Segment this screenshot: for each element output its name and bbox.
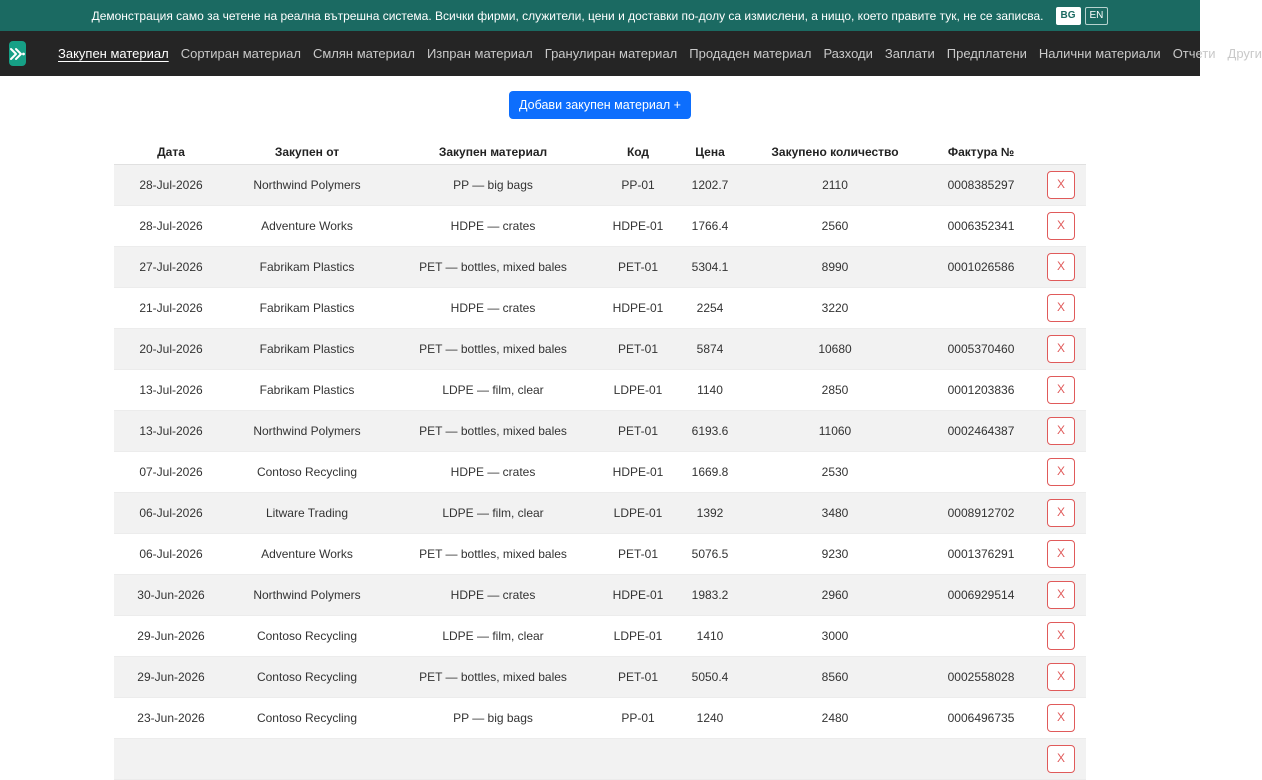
cell-price: 1240 <box>676 698 744 739</box>
delete-row-button[interactable]: X <box>1047 581 1075 609</box>
cell-material: LDPE — film, clear <box>386 370 600 411</box>
delete-row-button[interactable]: X <box>1047 745 1075 773</box>
cell-quantity: 2960 <box>744 575 926 616</box>
cell-price: 5874 <box>676 329 744 370</box>
cell-purchased-from: Northwind Polymers <box>228 575 386 616</box>
header-actions <box>1036 134 1086 165</box>
delete-row-button[interactable]: X <box>1047 458 1075 486</box>
language-bg-button[interactable]: BG <box>1056 7 1081 25</box>
table-row[interactable] <box>114 493 1086 534</box>
cell-date: 30-Jun-2026 <box>114 575 228 616</box>
cell-material: HDPE — crates <box>386 288 600 329</box>
cell-code: PET-01 <box>600 329 676 370</box>
delete-row-button[interactable]: X <box>1047 294 1075 322</box>
delete-row-button[interactable]: X <box>1047 171 1075 199</box>
cell-invoice: 0006929514 <box>926 575 1036 616</box>
cell-price: 6193.6 <box>676 411 744 452</box>
cell-price: 2254 <box>676 288 744 329</box>
cell-material: HDPE — crates <box>386 206 600 247</box>
cell-material: PET — bottles, mixed bales <box>386 534 600 575</box>
table-header-row <box>114 134 1086 165</box>
cell-purchased-from: Fabrikam Plastics <box>228 288 386 329</box>
delete-row-button[interactable]: X <box>1047 376 1075 404</box>
table-row[interactable] <box>114 247 1086 288</box>
cell-price: 1669.8 <box>676 452 744 493</box>
cell-invoice: 0001203836 <box>926 370 1036 411</box>
cell-actions <box>1036 206 1086 247</box>
cell-code: HDPE-01 <box>600 288 676 329</box>
demo-banner <box>0 0 1200 31</box>
cell-actions <box>1036 370 1086 411</box>
header-quantity[interactable]: Закупено количество <box>744 134 926 165</box>
delete-row-button[interactable]: X <box>1047 212 1075 240</box>
cell-code: PET-01 <box>600 657 676 698</box>
cell-quantity <box>744 739 926 780</box>
table-row[interactable] <box>114 698 1086 739</box>
cell-purchased-from: Fabrikam Plastics <box>228 370 386 411</box>
cell-invoice: 0006352341 <box>926 206 1036 247</box>
main-navbar <box>0 31 1262 76</box>
cell-price: 1766.4 <box>676 206 744 247</box>
table-row[interactable] <box>114 370 1086 411</box>
cell-quantity: 11060 <box>744 411 926 452</box>
cell-code: LDPE-01 <box>600 370 676 411</box>
header-date[interactable]: Дата <box>114 134 228 165</box>
nav-item[interactable]: Отчети <box>1172 46 1216 61</box>
cell-material: LDPE — film, clear <box>386 493 600 534</box>
cell-date: 28-Jul-2026 <box>114 165 228 206</box>
cell-actions <box>1036 452 1086 493</box>
nav-item[interactable]: Закупен материал <box>58 46 169 61</box>
cell-actions <box>1036 329 1086 370</box>
nav-item[interactable]: Разходи <box>823 46 873 61</box>
cell-material: PET — bottles, mixed bales <box>386 657 600 698</box>
cell-date: 29-Jun-2026 <box>114 657 228 698</box>
nav-item[interactable]: Сортиран материал <box>180 46 301 61</box>
cell-invoice: 0008912702 <box>926 493 1036 534</box>
cell-purchased-from: Contoso Recycling <box>228 657 386 698</box>
cell-actions <box>1036 288 1086 329</box>
table-row[interactable] <box>114 575 1086 616</box>
cell-quantity: 3480 <box>744 493 926 534</box>
cell-invoice <box>926 616 1036 657</box>
cell-code: HDPE-01 <box>600 575 676 616</box>
cell-price: 1392 <box>676 493 744 534</box>
cell-quantity: 2850 <box>744 370 926 411</box>
cell-purchased-from: Contoso Recycling <box>228 698 386 739</box>
cell-purchased-from <box>228 739 386 780</box>
cell-actions <box>1036 247 1086 288</box>
cell-invoice: 0008385297 <box>926 165 1036 206</box>
cell-purchased-from: Adventure Works <box>228 206 386 247</box>
cell-code: LDPE-01 <box>600 493 676 534</box>
table-row[interactable] <box>114 452 1086 493</box>
cell-invoice <box>926 288 1036 329</box>
cell-purchased-from: Litware Trading <box>228 493 386 534</box>
cell-code: PP-01 <box>600 698 676 739</box>
cell-quantity: 9230 <box>744 534 926 575</box>
nav-item[interactable]: Предплатени <box>946 46 1027 61</box>
nav-item[interactable]: Продаден материал <box>689 46 812 61</box>
header-code[interactable]: Код <box>600 134 676 165</box>
cell-purchased-from: Northwind Polymers <box>228 165 386 206</box>
add-purchased-material-button[interactable]: Добави закупен материал + <box>509 91 691 119</box>
cell-code: PP-01 <box>600 165 676 206</box>
cell-actions <box>1036 534 1086 575</box>
cell-actions <box>1036 165 1086 206</box>
header-price[interactable]: Цена <box>676 134 744 165</box>
delete-row-button[interactable]: X <box>1047 499 1075 527</box>
header-invoice[interactable]: Фактура № <box>926 134 1036 165</box>
cell-date: 06-Jul-2026 <box>114 534 228 575</box>
header-purchased-from[interactable]: Закупен от <box>228 134 386 165</box>
logo-chevrons-right-icon[interactable] <box>9 41 26 66</box>
cell-invoice <box>926 452 1036 493</box>
cell-purchased-from: Fabrikam Plastics <box>228 247 386 288</box>
cell-price: 5050.4 <box>676 657 744 698</box>
cell-invoice: 0005370460 <box>926 329 1036 370</box>
cell-actions <box>1036 616 1086 657</box>
cell-quantity: 3000 <box>744 616 926 657</box>
language-switcher <box>1056 7 1109 25</box>
cell-material: LDPE — film, clear <box>386 616 600 657</box>
cell-quantity: 2110 <box>744 165 926 206</box>
purchased-material-table <box>114 134 1086 780</box>
cell-actions <box>1036 493 1086 534</box>
cell-material: HDPE — crates <box>386 575 600 616</box>
cell-material: HDPE — crates <box>386 452 600 493</box>
cell-date: 27-Jul-2026 <box>114 247 228 288</box>
cell-purchased-from: Northwind Polymers <box>228 411 386 452</box>
cell-invoice: 0006496735 <box>926 698 1036 739</box>
table-row[interactable] <box>114 288 1086 329</box>
cell-purchased-from: Fabrikam Plastics <box>228 329 386 370</box>
delete-row-button[interactable]: X <box>1047 540 1075 568</box>
header-material[interactable]: Закупен материал <box>386 134 600 165</box>
delete-row-button[interactable]: X <box>1047 704 1075 732</box>
cell-date: 29-Jun-2026 <box>114 616 228 657</box>
cell-invoice <box>926 739 1036 780</box>
cell-price: 1410 <box>676 616 744 657</box>
cell-invoice: 0002558028 <box>926 657 1036 698</box>
cell-quantity: 2530 <box>744 452 926 493</box>
cell-material <box>386 739 600 780</box>
table-row[interactable] <box>114 657 1086 698</box>
nav-item[interactable]: Налични материали <box>1038 46 1161 61</box>
cell-invoice: 0001376291 <box>926 534 1036 575</box>
cell-code: PET-01 <box>600 534 676 575</box>
delete-row-button[interactable]: X <box>1047 253 1075 281</box>
cell-date: 13-Jul-2026 <box>114 370 228 411</box>
table-row[interactable] <box>114 616 1086 657</box>
delete-row-button[interactable]: X <box>1047 417 1075 445</box>
cell-date: 06-Jul-2026 <box>114 493 228 534</box>
cell-material: PP — big bags <box>386 698 600 739</box>
nav-item[interactable]: Гранулиран материал <box>544 46 678 61</box>
cell-code: PET-01 <box>600 247 676 288</box>
delete-row-button[interactable]: X <box>1047 335 1075 363</box>
delete-row-button[interactable]: X <box>1047 663 1075 691</box>
table-row[interactable] <box>114 329 1086 370</box>
cell-actions <box>1036 411 1086 452</box>
nav-item[interactable]: Изпран материал <box>426 46 533 61</box>
cell-price: 1983.2 <box>676 575 744 616</box>
nav-menu <box>58 46 1262 61</box>
cell-quantity: 3220 <box>744 288 926 329</box>
cell-quantity: 2560 <box>744 206 926 247</box>
nav-item[interactable]: Смлян материал <box>312 46 415 61</box>
cell-quantity: 10680 <box>744 329 926 370</box>
cell-quantity: 2480 <box>744 698 926 739</box>
cell-purchased-from: Contoso Recycling <box>228 616 386 657</box>
cell-material: PET — bottles, mixed bales <box>386 411 600 452</box>
cell-price: 5304.1 <box>676 247 744 288</box>
cell-price: 5076.5 <box>676 534 744 575</box>
cell-date <box>114 739 228 780</box>
cell-actions <box>1036 698 1086 739</box>
cell-date: 28-Jul-2026 <box>114 206 228 247</box>
table-row[interactable] <box>114 534 1086 575</box>
cell-quantity: 8990 <box>744 247 926 288</box>
cell-date: 07-Jul-2026 <box>114 452 228 493</box>
cell-material: PET — bottles, mixed bales <box>386 329 600 370</box>
cell-purchased-from: Contoso Recycling <box>228 452 386 493</box>
banner-text: Демонстрация само за четене на реална вътрешна система. Всички фирми, служители, цени и доставки по-долу са измислени, а нищо, което правите тук, не се записва. <box>91 8 1044 23</box>
action-row <box>0 76 1200 134</box>
cell-invoice: 0002464387 <box>926 411 1036 452</box>
cell-quantity: 8560 <box>744 657 926 698</box>
cell-date: 13-Jul-2026 <box>114 411 228 452</box>
nav-item[interactable]: Други <box>1227 46 1262 61</box>
table-row[interactable] <box>114 739 1086 780</box>
table-row[interactable] <box>114 206 1086 247</box>
cell-code <box>600 739 676 780</box>
delete-row-button[interactable]: X <box>1047 622 1075 650</box>
cell-actions <box>1036 657 1086 698</box>
cell-material: PP — big bags <box>386 165 600 206</box>
cell-date: 20-Jul-2026 <box>114 329 228 370</box>
table-row[interactable] <box>114 411 1086 452</box>
cell-actions <box>1036 739 1086 780</box>
cell-code: LDPE-01 <box>600 616 676 657</box>
cell-price: 1140 <box>676 370 744 411</box>
nav-item[interactable]: Заплати <box>884 46 935 61</box>
cell-code: HDPE-01 <box>600 206 676 247</box>
cell-price: 1202.7 <box>676 165 744 206</box>
cell-actions <box>1036 575 1086 616</box>
language-en-button[interactable]: EN <box>1085 7 1109 25</box>
cell-code: PET-01 <box>600 411 676 452</box>
cell-code: HDPE-01 <box>600 452 676 493</box>
cell-date: 23-Jun-2026 <box>114 698 228 739</box>
cell-invoice: 0001026586 <box>926 247 1036 288</box>
cell-date: 21-Jul-2026 <box>114 288 228 329</box>
cell-material: PET — bottles, mixed bales <box>386 247 600 288</box>
cell-purchased-from: Adventure Works <box>228 534 386 575</box>
cell-price <box>676 739 744 780</box>
table-row[interactable] <box>114 165 1086 206</box>
